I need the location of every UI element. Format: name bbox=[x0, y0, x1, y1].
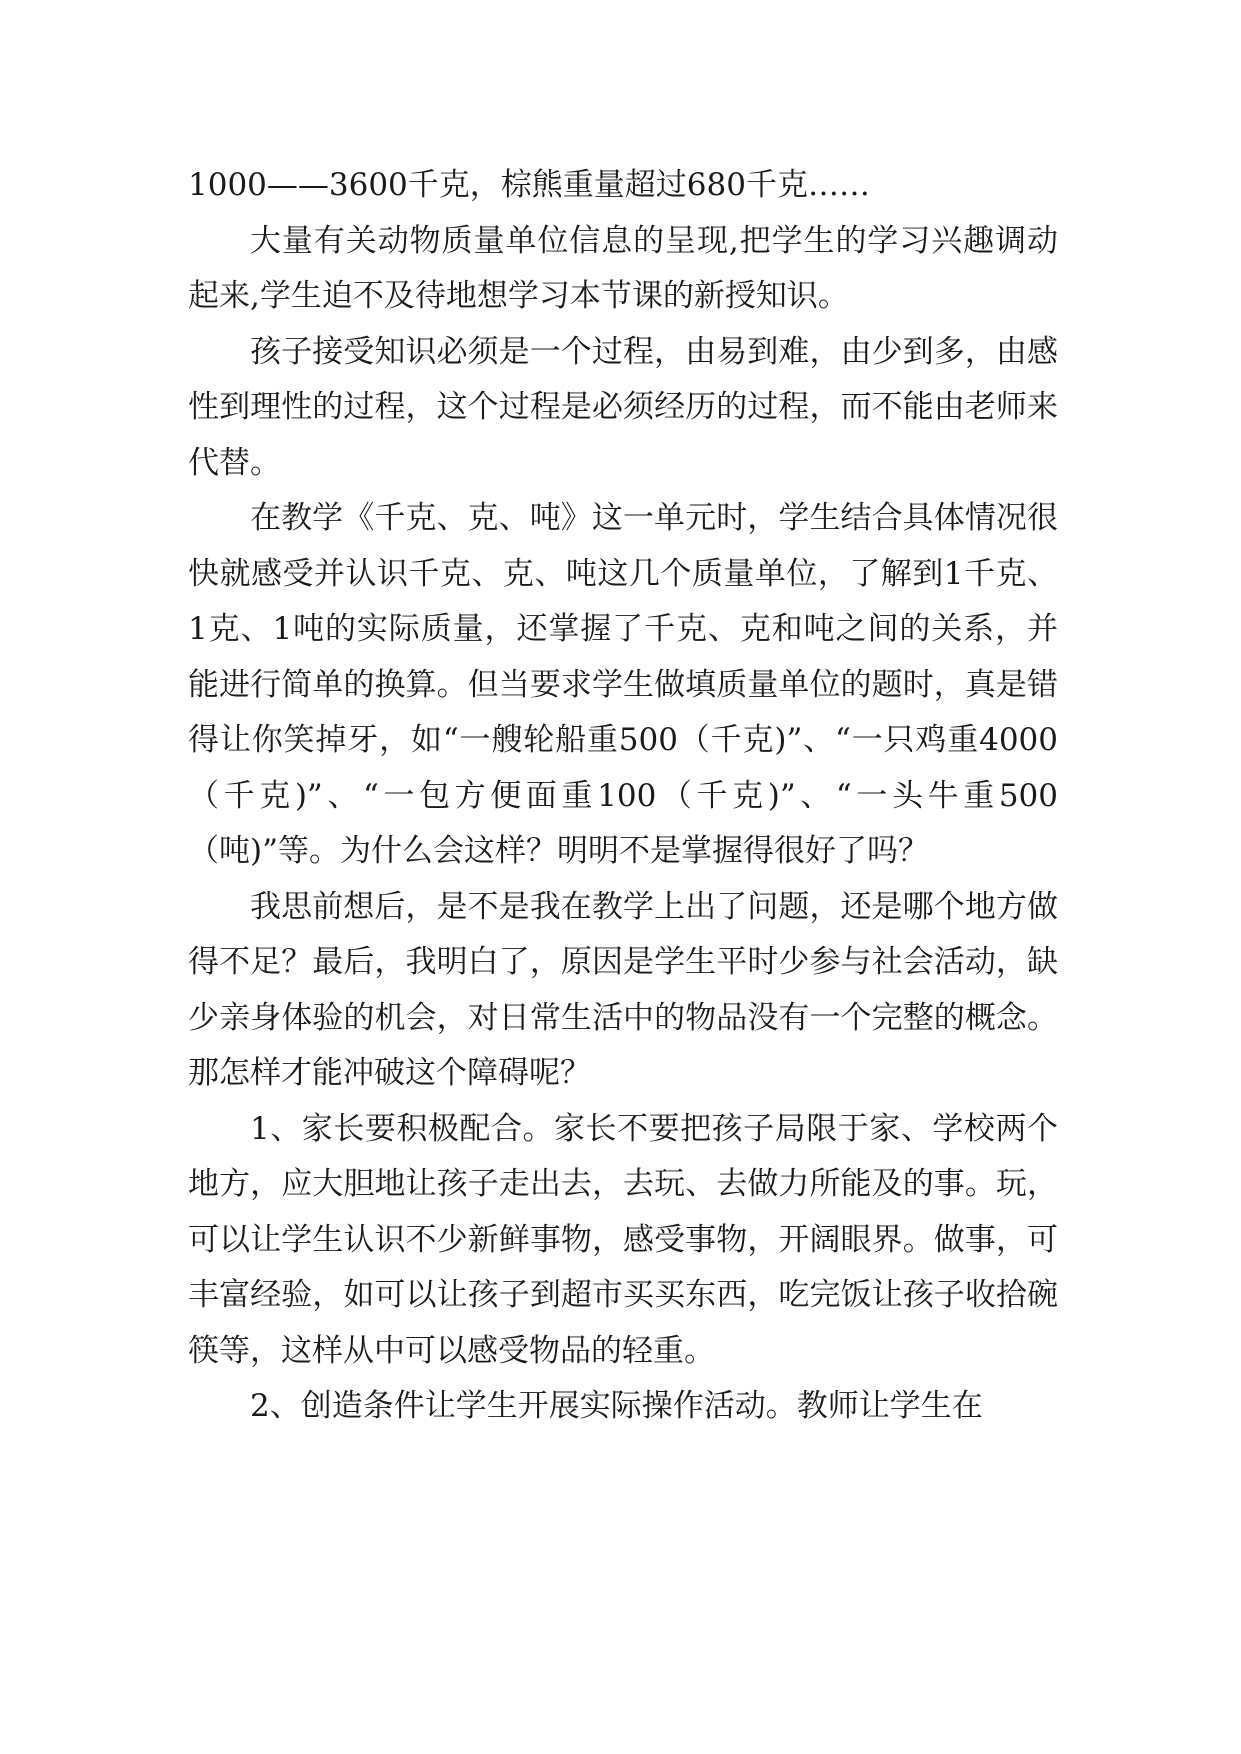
paragraph-interest: 大量有关动物质量单位信息的呈现,把学生的学习兴趣调动起来,学生迫不及待地想学习本节课的新授知识。 bbox=[188, 222, 1058, 314]
paragraph-point-2-activities: 2、创造条件让学生开展实际操作活动。教师让学生在 bbox=[250, 1388, 983, 1424]
paragraph-unit-errors: 在教学《千克、克、吨》这一单元时，学生结合具体情况很快就感受并认识千克、克、吨这几个质量单位，了解到1千克、1克、1吨的实际质量，还掌握了千克、克和吨之间的关系，并能进行简单的换算。但当要求学生做填质量单位的题时，真是错得让你笑掉牙，如“一艘轮船重500（千克)”、“一只鸡重4000（千克)”、“一包方便面重100（千克)”、“一头牛重500（吨)”等。为什么会这样？明明不是掌握得很好了吗？ bbox=[188, 500, 1058, 869]
document-body bbox=[188, 158, 1058, 1435]
paragraph-reflection: 我思前想后，是不是我在教学上出了问题，还是哪个地方做得不足？最后，我明白了，原因是学生平时少参与社会活动，缺少亲身体验的机会，对日常生活中的物品没有一个完整的概念。那怎样才能冲破这个障碍呢？ bbox=[188, 888, 1058, 1091]
paragraph-continuation: 1000——3600千克，棕熊重量超过680千克…… bbox=[188, 167, 870, 203]
paragraph-point-1-parents: 1、家长要积极配合。家长不要把孩子局限于家、学校两个地方，应大胆地让孩子走出去，去玩、去做力所能及的事。玩，可以让学生认识不少新鲜事物，感受事物，开阔眼界。做事，可丰富经验，如可以让孩子到超市买买东西，吃完饭让孩子收拾碗筷等，这样从中可以感受物品的轻重。 bbox=[188, 1110, 1058, 1369]
paragraph-learning-process: 孩子接受知识必须是一个过程，由易到难，由少到多，由感性到理性的过程，这个过程是必须经历的过程，而不能由老师来代替。 bbox=[188, 333, 1058, 481]
